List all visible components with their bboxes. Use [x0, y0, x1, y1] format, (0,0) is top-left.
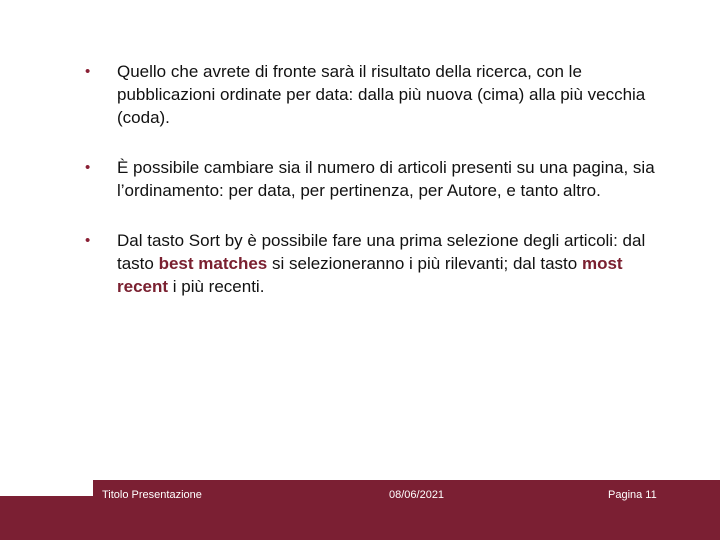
bullet-text-part-3: i più recenti.	[168, 277, 265, 296]
most-recent-highlight: most recent	[117, 254, 623, 296]
bullet-item-results	[85, 60, 665, 129]
slide-body	[85, 60, 665, 325]
bullet-icon: •	[85, 159, 91, 176]
best-matches-highlight: best matches	[158, 254, 268, 273]
bullet-text-part-2: si selezioneranno i più rilevanti; dal tasto	[267, 254, 582, 273]
bullet-icon: •	[85, 232, 91, 249]
footer-date: 08/06/2021	[389, 489, 445, 501]
bullet-text-sort-by	[117, 229, 665, 298]
bullet-icon: •	[85, 63, 91, 80]
bullet-text-sorting: È possibile cambiare sia il numero di articoli presenti su una pagina, sia l’ordinamento: per data, per pertinenza, per Autore, e tanto altro.	[117, 158, 655, 200]
bullet-text-results: Quello che avrete di fronte sarà il risultato della ricerca, con le pubblicazioni ordinate per data: dalla più nuova (cima) alla più vecchia (coda).	[117, 62, 646, 127]
footer-page-number: Pagina 11	[608, 489, 657, 501]
bullet-text-part-1: Dal tasto Sort by è possibile fare una prima selezione degli articoli: dal tasto	[117, 231, 646, 273]
bullet-item-sort-by	[85, 229, 665, 298]
footer-title: Titolo Presentazione	[102, 489, 202, 501]
bullet-item-sorting	[85, 156, 665, 202]
